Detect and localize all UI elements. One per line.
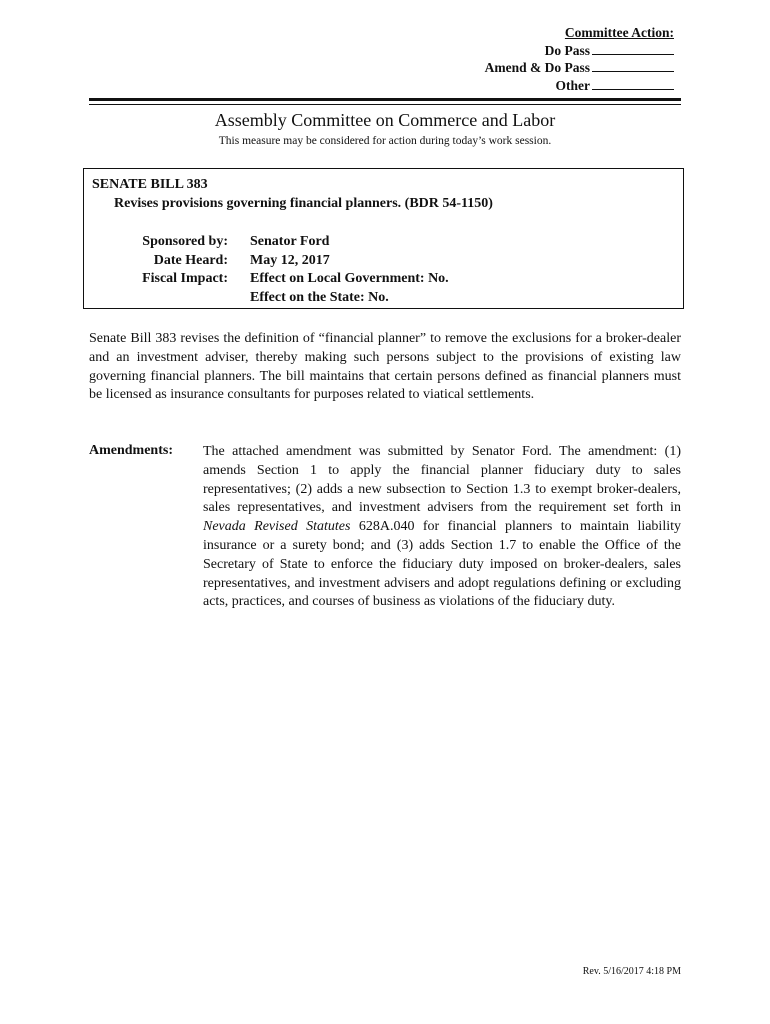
date-heard-value: May 12, 2017: [250, 252, 330, 268]
action-blank-line: [592, 59, 674, 72]
fiscal-impact-label: Fiscal Impact:: [142, 271, 228, 286]
date-heard-row: [84, 252, 449, 271]
work-session-notice: This measure may be considered for action during today’s work session.: [218, 135, 552, 147]
fiscal-state-value: Effect on the State: No.: [250, 289, 389, 305]
fiscal-impact-row: [84, 270, 449, 289]
amendments-label: Amendments:: [89, 443, 173, 458]
sponsor-row: [84, 233, 449, 252]
action-blank-line: [592, 42, 674, 55]
bill-info-box: [83, 168, 684, 309]
statute-reference: Nevada Revised Statutes: [203, 519, 351, 535]
bill-number: SENATE BILL 383: [92, 177, 208, 192]
action-option-do-pass: Do Pass: [485, 42, 674, 60]
date-heard-label: Date Heard:: [153, 252, 228, 268]
bill-summary: Senate Bill 383 revises the definition of “financial planner” to remove the exclusions for a broker-dealer and an investment adviser, thereby making such persons subject to the provisions of existing law governing financial planners. The bill maintains that certain persons defined as financial planners must be licensed as insurance consultants for purposes related to viatical settlements.: [89, 331, 681, 403]
sponsor-value: Senator Ford: [250, 234, 330, 249]
header-divider-thin: [89, 104, 681, 105]
bill-metadata: [84, 233, 449, 307]
committee-title: Assembly Committee on Commerce and Labor: [214, 110, 556, 130]
sponsor-label: Sponsored by:: [142, 234, 228, 249]
action-option-amend-do-pass: Amend & Do Pass: [485, 59, 674, 77]
header-divider-thick: [89, 98, 681, 101]
committee-action-block: [485, 24, 674, 94]
fiscal-local-value: Effect on Local Government: No.: [250, 271, 449, 286]
amendments-text: The attached amendment was submitted by Senator Ford. The amendment: (1) amends Section 1 to apply the financial planner fiduciary duty to sales representatives; (2) adds a new subsection to Section 1.3 to exempt broker-dealers, sales representatives, and investment advisers from the requirement set forth in Nevada Revised Statutes 628A.040 for financial planners to maintain liability insurance or a surety bond; and (3) adds Section 1.7 to enable the Office of the Secretary of State to enforce the fiduciary duty imposed on broker-dealers, sales representatives, and investment advisers and adopt regulations defining or excluding acts, practices, and courses of business as violations of the fiduciary duty.: [203, 444, 681, 610]
action-option-other: Other: [485, 77, 674, 95]
revision-stamp: Rev. 5/16/2017 4:18 PM: [582, 966, 681, 977]
fiscal-state-row: [84, 289, 449, 308]
committee-action-title: Committee Action:: [564, 25, 674, 40]
bill-description: Revises provisions governing financial planners. (BDR 54-1150): [114, 196, 493, 211]
action-blank-line: [592, 77, 674, 90]
